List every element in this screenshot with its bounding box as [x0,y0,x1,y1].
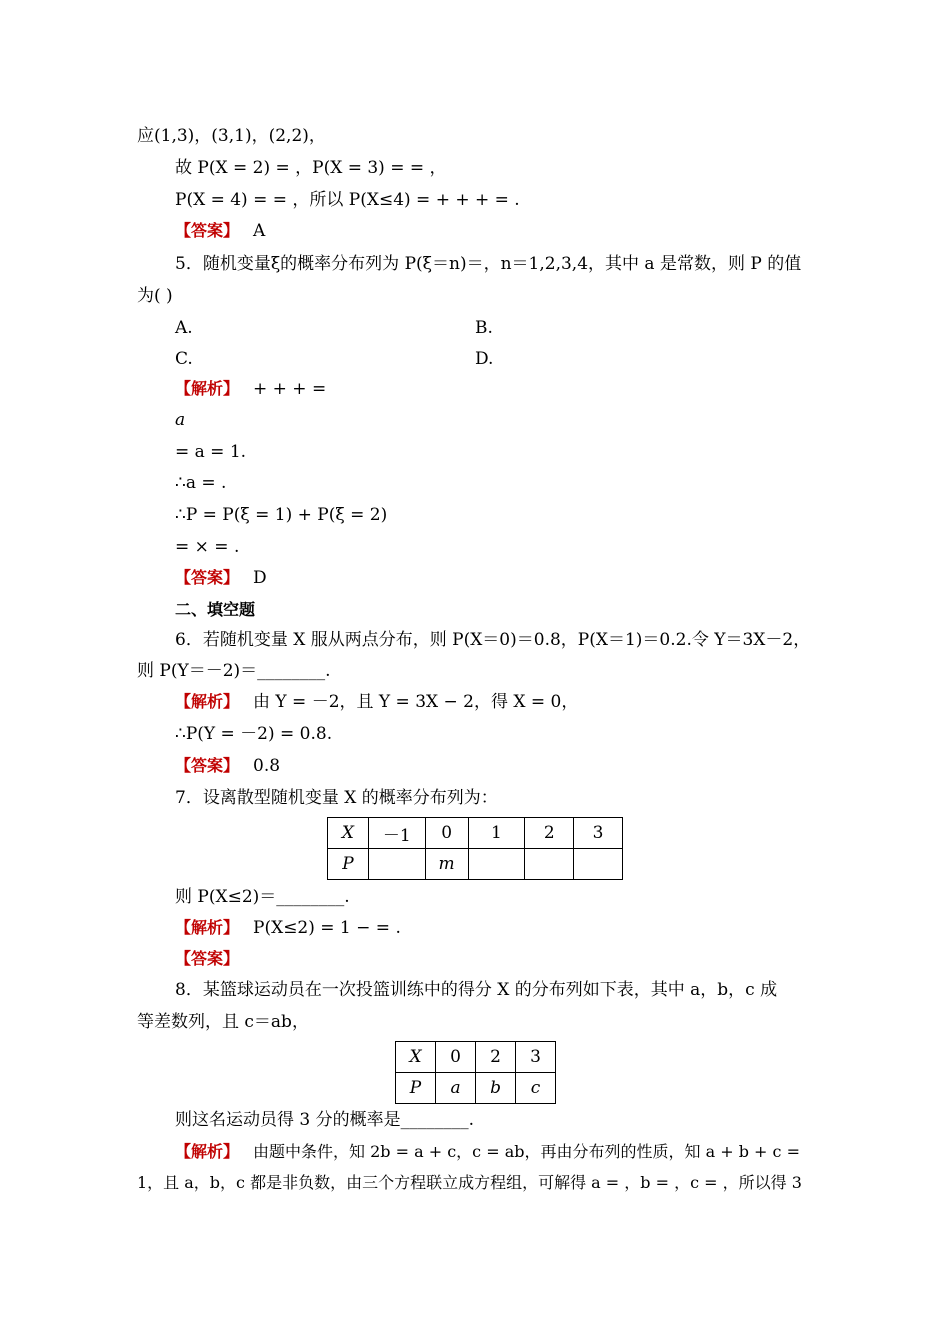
question-7-text: 则 P(X≤2)＝________. [175,887,350,907]
answer-value: D [253,568,267,588]
question-8-text: 等差数列，且 c＝ab， [137,1012,309,1032]
solution-line: ∴a = . [175,473,227,493]
analysis-text: + + + = [253,379,327,399]
question-6-text: 6．若随机变量 X 服从两点分布，则 P(X＝0)＝0.8，P(X＝1)＝0.2.令 Y＝3X－2， [175,630,811,650]
question-8-text: 则这名运动员得 3 分的概率是________. [175,1110,475,1130]
table-cell [368,849,425,880]
table-cell: 1 [468,818,525,849]
option-a: A. [175,318,193,338]
answer-value: 0.8 [253,756,281,776]
table-cell [574,849,623,880]
answer-line [175,567,267,589]
table-cell: a [436,1073,476,1104]
table-cell: －1 [368,818,425,849]
question-5-text: 为( ) [137,286,173,306]
table-cell: P [396,1073,436,1104]
analysis-text: 由题中条件，知 2b = a + c，c = ab，再由分布列的性质，知 a + b + c = [253,1142,800,1161]
text-line: P(X = 4) = = ，所以 P(X≤4) = + + + = . [175,190,520,210]
analysis-line [175,1141,800,1163]
text-line: 故 P(X = 2) = ，P(X = 3) = = ， [175,158,447,178]
answer-value: A [253,221,266,241]
table-cell: b [476,1073,516,1104]
question-7-text: 7．设离散型随机变量 X 的概率分布列为： [175,788,498,808]
table-cell: 3 [516,1042,556,1073]
table-cell: 2 [525,818,574,849]
option-d: D. [475,349,494,369]
table-row [396,1073,556,1104]
analysis-text: 由 Y = －2，且 Y = 3X − 2，得 X = 0， [253,692,579,712]
answer-line [175,755,280,777]
distribution-table-q8 [395,1041,556,1104]
text-line: 应(1,3)，(3,1)，(2,2)， [137,126,326,146]
table-cell: 0 [436,1042,476,1073]
table-cell: 0 [425,818,468,849]
table-cell [468,849,525,880]
solution-line: = a = 1. [175,442,247,462]
solution-line: ∴P = P(ξ = 1) + P(ξ = 2) [175,505,388,525]
solution-line: ∴P(Y = －2) = 0.8. [175,724,333,744]
table-cell: X [328,818,369,849]
distribution-table-q7 [327,817,623,880]
analysis-tag: 【解析】 [175,692,240,711]
analysis-line [175,378,326,400]
solution-line: a [175,410,186,430]
table-cell: X [396,1042,436,1073]
table-cell [525,849,574,880]
question-6-text: 则 P(Y＝－2)＝________. [137,661,331,681]
table-row [328,849,623,880]
table-cell: c [516,1073,556,1104]
question-5-text: 5．随机变量ξ的概率分布列为 P(ξ＝n)＝，n＝1,2,3,4，其中 a 是常数，则 P 的值 [175,254,802,274]
analysis-text: P(X≤2) = 1 − = . [253,918,401,938]
answer-line [175,220,265,242]
table-row [396,1042,556,1073]
analysis-line [175,917,401,939]
analysis-tag: 【解析】 [175,379,240,398]
table-cell: 3 [574,818,623,849]
option-c: C. [175,349,193,369]
answer-tag: 【答案】 [175,949,240,968]
solution-line: 1，且 a，b，c 都是非负数，由三个方程联立成方程组，可解得 a = ，b = ，c = ，所以得 3 [137,1173,802,1192]
answer-tag: 【答案】 [175,221,240,240]
table-cell: P [328,849,369,880]
answer-line [175,948,253,970]
table-cell: 2 [476,1042,516,1073]
analysis-line [175,691,578,713]
table-row [328,818,623,849]
answer-tag: 【答案】 [175,756,240,775]
analysis-tag: 【解析】 [175,1142,240,1161]
answer-tag: 【答案】 [175,568,240,587]
option-b: B. [475,318,493,338]
solution-line: = × = . [175,537,240,557]
section-heading: 二、填空题 [175,600,256,619]
table-cell: m [425,849,468,880]
question-8-text: 8．某篮球运动员在一次投篮训练中的得分 X 的分布列如下表，其中 a，b，c 成 [175,980,778,1000]
analysis-tag: 【解析】 [175,918,240,937]
